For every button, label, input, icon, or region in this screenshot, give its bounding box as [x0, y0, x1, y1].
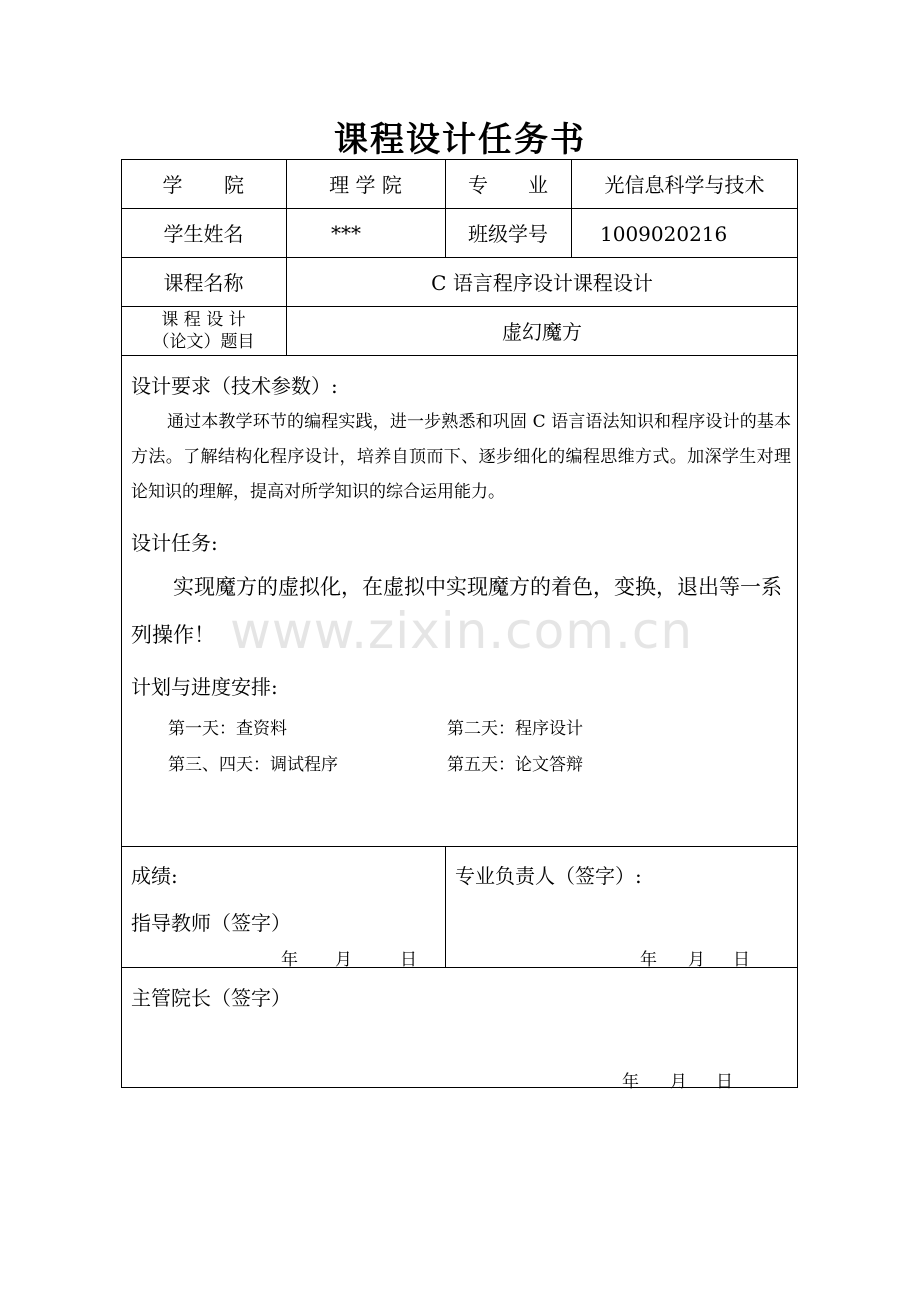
major-head-signature-label: 专业负责人（签字）:	[455, 864, 642, 888]
class-number-label: 班级学号	[468, 222, 548, 246]
row-divider	[121, 355, 798, 356]
major-head-date-year: 年	[640, 950, 657, 970]
course-name-label: 课程名称	[163, 271, 244, 295]
requirements-body: 通过本教学环节的编程实践，进一步熟悉和巩固 C 语言语法知识和程序设计的基本方法。了解结构化程序设计，培养自顶而下、逐步细化的编程思维方式。加深学生对理论知识的理解，提高对所学知识的综合运用能力。	[131, 412, 791, 502]
advisor-date-year: 年	[281, 950, 298, 970]
major-label: 专 业	[468, 173, 548, 197]
plan-day34: 第三、四天：调试程序	[168, 755, 338, 775]
plan-day1: 第一天：查资料	[168, 719, 287, 739]
dean-date-month: 月	[670, 1072, 687, 1092]
plan-heading: 计划与进度安排:	[131, 675, 278, 699]
dean-signature-label: 主管院长（签字）	[131, 986, 291, 1010]
advisor-date-day: 日	[400, 950, 417, 970]
document-title: 课程设计任务书	[334, 120, 586, 160]
watermark: www.zixin.com.cn	[230, 602, 694, 660]
major-head-date-day: 日	[733, 950, 750, 970]
college-label: 学 院	[162, 173, 245, 197]
dean-date-day: 日	[716, 1072, 733, 1092]
row-divider	[121, 846, 798, 847]
college-value: 理 学 院	[329, 173, 402, 197]
requirements-heading: 设计要求（技术参数）:	[131, 374, 338, 398]
class-number-value: 1009020216	[600, 222, 728, 246]
plan-day5: 第五天：论文答辩	[447, 755, 583, 775]
dean-date-year: 年	[622, 1072, 639, 1092]
topic-label-line2: （论文）题目	[152, 331, 255, 352]
course-name-value: C 语言程序设计课程设计	[431, 271, 653, 295]
major-value: 光信息科学与技术	[604, 173, 765, 197]
major-head-date-month: 月	[688, 950, 705, 970]
student-name-label: 学生姓名	[163, 222, 244, 246]
plan-day2: 第二天：程序设计	[447, 719, 583, 739]
topic-label-line1: 课 程 设 计	[161, 309, 246, 330]
student-name-value: ***	[331, 220, 361, 245]
topic-label	[121, 306, 286, 355]
grade-label: 成绩:	[131, 864, 178, 888]
advisor-date-month: 月	[335, 950, 352, 970]
topic-value: 虚幻魔方	[502, 320, 582, 344]
tasks-heading: 设计任务:	[131, 531, 218, 555]
col-divider	[445, 846, 446, 967]
tasks-body: 实现魔方的虚拟化，在虚拟中实现魔方的着色，变换，退出等一系列操作！	[131, 575, 782, 647]
advisor-signature-label: 指导教师（签字）	[131, 911, 291, 935]
